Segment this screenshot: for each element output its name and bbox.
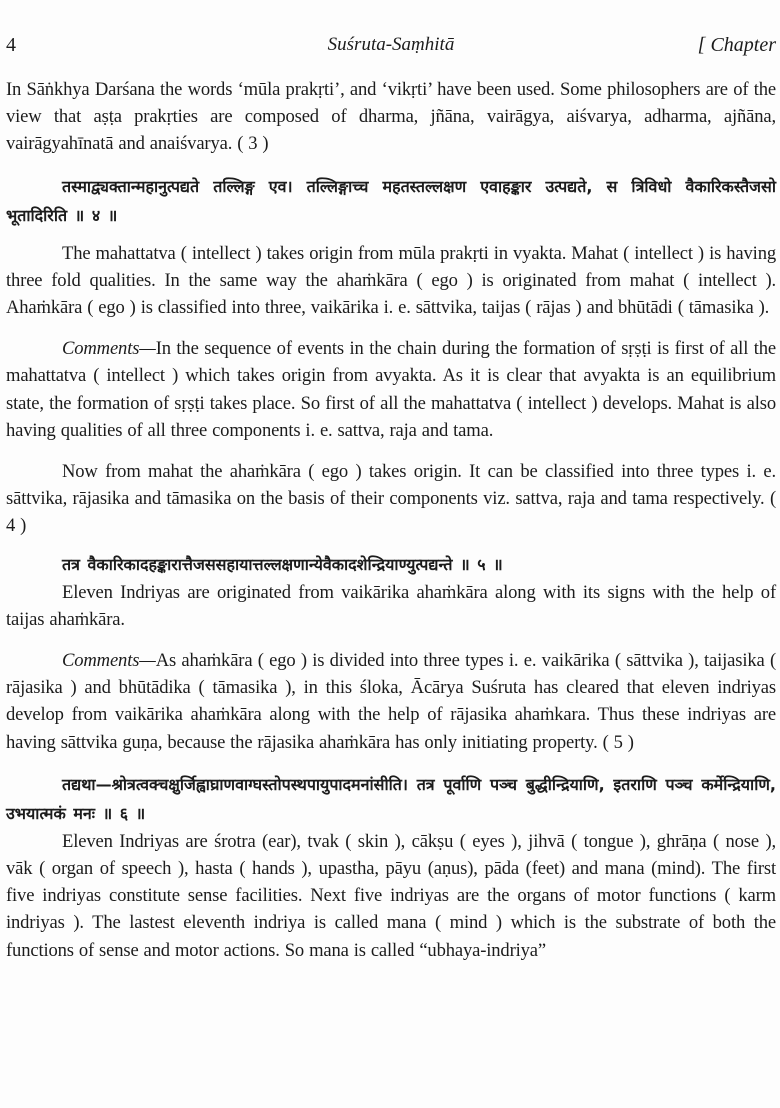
- paragraph-eleven-indriyas-origin: Eleven Indriyas are originated from vaikārika ahaṁkāra along with its signs with the help of taijas ahaṁkāra.: [6, 581, 776, 630]
- running-head: [6, 34, 776, 60]
- paragraph-samkhya-intro: In Sāṅkhya Darśana the words ‘mūla prakṛti’, and ‘vikṛti’ have been used. Some philosophers are of the view that aṣṭa prakṛties are composed of dharma, jñāna, vairāgya, aiśvarya, adharma, ajñāna, vairāgyahīnatā and anaiśvarya. ( 3 ): [6, 79, 776, 155]
- comments-label: Comments—: [62, 338, 156, 360]
- sanskrit-verse-5: तत्र वैकारिकादहङ्कारात्तैजससहायात्तल्लक्षणान्येवैकादशेन्द्रियाण्युत्पद्यन्ते ॥ ५ ॥: [62, 554, 503, 574]
- paragraph-ahamkara-types: Now from mahat the ahaṁkāra ( ego ) takes origin. It can be classified into three types i. e. sāttvika, rājasika and tāmasika on the basis of their components viz. sattva, raja and tama respectively. ( 4 ): [6, 461, 776, 537]
- comments-label: Comments—: [62, 650, 156, 672]
- paragraph-comments-srsti: [6, 335, 776, 444]
- book-title: Suśruta-Saṃhitā: [327, 34, 455, 55]
- sanskrit-verse-6: तद्यथा—श्रोत्रत्वक्चक्षुर्जिह्वाघ्राणवाग्घस्तोपस्थपायुपादमनांसीति। तत्र पूर्वाणि पञ्च बुद्धीन्द्रियाणि, इतराणि पञ्च कर्मेन्द्रियाणि, उभयात्मकं मनः ॥ ६ ॥: [6, 774, 776, 823]
- paragraph-mahattatva: The mahattatva ( intellect ) takes origin from mūla prakṛti in vyakta. Mahat ( intellect ) is having three fold qualities. In the same way the ahaṁkāra ( ego ) is originated from mahat ( intellect ). Ahaṁkāra ( ego ) is classified into three, vaikārika i. e. sāttvika, taijas ( rājas ) and bhūtādi ( tāmasika ).: [6, 242, 776, 319]
- page-number: 4: [6, 34, 16, 56]
- chapter-label: [ Chapter: [697, 34, 776, 56]
- comments-text: As ahaṁkāra ( ego ) is divided into three types i. e. vaikārika ( sāttvika ), taijasika ( rājasika ) and bhūtādika ( tāmasika ), in this śloka, Ācārya Suśruta has cleared that eleven indriyas develop from vaikārika ahaṁkāra along with the help of rājasika ahaṁkara. Thus these indriyas are having sāttvika guṇa, because the rājasika ahaṁkāra has only initiating property. ( 5 ): [6, 650, 776, 753]
- page-body: [6, 76, 776, 964]
- paragraph-eleven-indriyas-list: Eleven Indriyas are śrotra (ear), tvak ( skin ), cākṣu ( eyes ), jihvā ( tongue ), ghrāṇa ( nose ), vāk ( organ of speech ), hasta ( hands ), upastha, pāyu (aṇus), pāda (feet) and mana (mind). The first five indriyas constitute sense facilities. Next five indriyas are the organs of motor functions ( karm indriyas ). The lastest eleventh indriya is called mana ( mind ) which is the substrate of both the functions of sense and motor actions. So mana is called “ubhaya-indriya”: [6, 830, 776, 961]
- sanskrit-verse-4: तस्माद्व्यक्तान्महानुत्पद्यते तल्लिङ्ग एव। तल्लिङ्गाच्च महतस्तल्लक्षण एवाहङ्कार उत्पद्यते, स त्रिविधो वैकारिकस्तैजसो भूतादिरिति ॥ ४ ॥: [6, 176, 776, 225]
- paragraph-comments-indriyas: [6, 647, 776, 756]
- comments-text: In the sequence of events in the chain during the formation of sṛṣṭi is first of all the mahattatva ( intellect ) which takes origin from avyakta. As it is clear that avyakta is an equilibrium state, the formation of sṛṣṭi takes place. So first of all the mahattatva ( intellect ) develops. Mahat is also having qualities of all three components i. e. sattva, raja and tama.: [6, 338, 776, 441]
